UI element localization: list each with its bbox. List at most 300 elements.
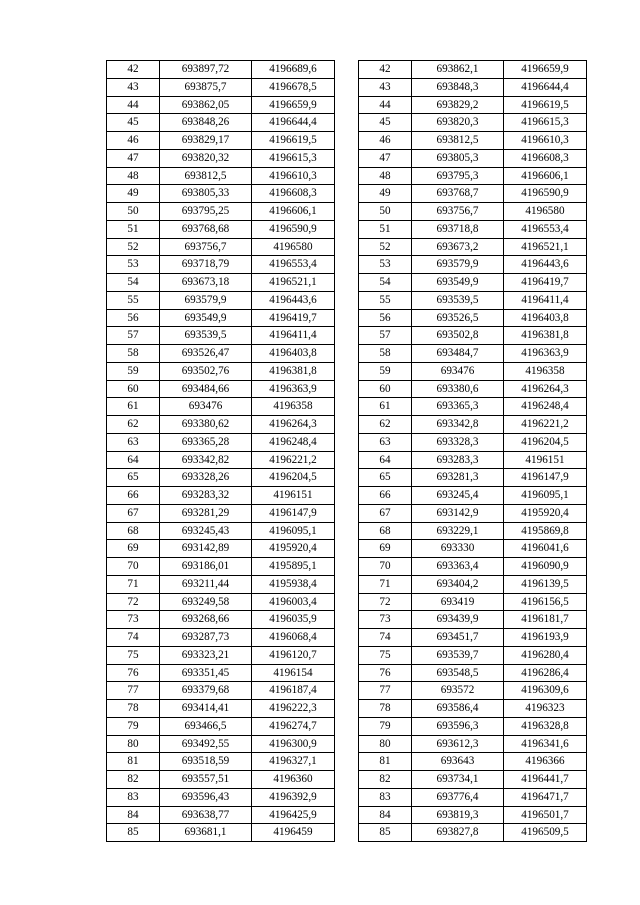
y-coordinate-cell: 4196619,5 bbox=[252, 132, 335, 150]
x-coordinate-cell: 693330 bbox=[412, 540, 504, 558]
table-row bbox=[359, 256, 587, 274]
x-coordinate-cell: 693579,9 bbox=[160, 291, 252, 309]
point-number-cell: 52 bbox=[107, 238, 160, 256]
table-row bbox=[359, 788, 587, 806]
y-coordinate-cell: 4196381,8 bbox=[504, 327, 587, 345]
table-row bbox=[359, 433, 587, 451]
x-coordinate-cell: 693365,28 bbox=[160, 433, 252, 451]
x-coordinate-cell: 693186,01 bbox=[160, 558, 252, 576]
x-coordinate-cell: 693323,21 bbox=[160, 646, 252, 664]
table-row bbox=[359, 203, 587, 221]
x-coordinate-cell: 693572 bbox=[412, 682, 504, 700]
table-row bbox=[107, 700, 335, 718]
x-coordinate-cell: 693365,3 bbox=[412, 398, 504, 416]
point-number-cell: 54 bbox=[107, 274, 160, 292]
y-coordinate-cell: 4196147,9 bbox=[504, 469, 587, 487]
y-coordinate-cell: 4196659,9 bbox=[252, 96, 335, 114]
x-coordinate-cell: 693328,3 bbox=[412, 433, 504, 451]
point-number-cell: 53 bbox=[107, 256, 160, 274]
table-row bbox=[107, 824, 335, 842]
point-number-cell: 70 bbox=[359, 558, 412, 576]
point-number-cell: 58 bbox=[107, 345, 160, 363]
table-row bbox=[107, 291, 335, 309]
x-coordinate-cell: 693414,41 bbox=[160, 700, 252, 718]
x-coordinate-cell: 693643 bbox=[412, 753, 504, 771]
table-row bbox=[107, 203, 335, 221]
point-number-cell: 71 bbox=[107, 575, 160, 593]
y-coordinate-cell: 4196274,7 bbox=[252, 717, 335, 735]
y-coordinate-cell: 4196441,7 bbox=[504, 771, 587, 789]
point-number-cell: 42 bbox=[107, 61, 160, 79]
point-number-cell: 66 bbox=[107, 487, 160, 505]
x-coordinate-cell: 693526,47 bbox=[160, 345, 252, 363]
x-coordinate-cell: 693795,25 bbox=[160, 203, 252, 221]
point-number-cell: 51 bbox=[359, 220, 412, 238]
point-number-cell: 51 bbox=[107, 220, 160, 238]
x-coordinate-cell: 693820,32 bbox=[160, 149, 252, 167]
coordinates-table-left-body bbox=[107, 61, 335, 842]
point-number-cell: 69 bbox=[107, 540, 160, 558]
y-coordinate-cell: 4196035,9 bbox=[252, 611, 335, 629]
table-row bbox=[107, 717, 335, 735]
y-coordinate-cell: 4196187,4 bbox=[252, 682, 335, 700]
y-coordinate-cell: 4196610,3 bbox=[504, 132, 587, 150]
table-row bbox=[359, 646, 587, 664]
table-row bbox=[359, 469, 587, 487]
table-row bbox=[359, 238, 587, 256]
table-row bbox=[107, 398, 335, 416]
y-coordinate-cell: 4196678,5 bbox=[252, 78, 335, 96]
table-row bbox=[359, 629, 587, 647]
table-row bbox=[107, 114, 335, 132]
y-coordinate-cell: 4196590,9 bbox=[252, 220, 335, 238]
x-coordinate-cell: 693862,05 bbox=[160, 96, 252, 114]
point-number-cell: 76 bbox=[359, 664, 412, 682]
x-coordinate-cell: 693673,18 bbox=[160, 274, 252, 292]
table-row bbox=[359, 220, 587, 238]
x-coordinate-cell: 693579,9 bbox=[412, 256, 504, 274]
table-row bbox=[359, 664, 587, 682]
table-row bbox=[359, 771, 587, 789]
point-number-cell: 79 bbox=[107, 717, 160, 735]
y-coordinate-cell: 4196068,4 bbox=[252, 629, 335, 647]
x-coordinate-cell: 693862,1 bbox=[412, 61, 504, 79]
table-row bbox=[359, 291, 587, 309]
table-row bbox=[359, 593, 587, 611]
x-coordinate-cell: 693351,45 bbox=[160, 664, 252, 682]
point-number-cell: 50 bbox=[359, 203, 412, 221]
point-number-cell: 67 bbox=[359, 504, 412, 522]
table-row bbox=[359, 575, 587, 593]
table-row bbox=[359, 558, 587, 576]
y-coordinate-cell: 4196193,9 bbox=[504, 629, 587, 647]
table-row bbox=[359, 149, 587, 167]
point-number-cell: 56 bbox=[359, 309, 412, 327]
point-number-cell: 62 bbox=[107, 416, 160, 434]
x-coordinate-cell: 693492,55 bbox=[160, 735, 252, 753]
y-coordinate-cell: 4196363,9 bbox=[504, 345, 587, 363]
y-coordinate-cell: 4196221,2 bbox=[252, 451, 335, 469]
x-coordinate-cell: 693245,4 bbox=[412, 487, 504, 505]
table-row bbox=[107, 61, 335, 79]
table-row bbox=[107, 327, 335, 345]
table-row bbox=[359, 682, 587, 700]
x-coordinate-cell: 693539,7 bbox=[412, 646, 504, 664]
table-row bbox=[107, 274, 335, 292]
point-number-cell: 67 bbox=[107, 504, 160, 522]
table-row bbox=[107, 149, 335, 167]
x-coordinate-cell: 693557,51 bbox=[160, 771, 252, 789]
point-number-cell: 85 bbox=[107, 824, 160, 842]
point-number-cell: 56 bbox=[107, 309, 160, 327]
point-number-cell: 84 bbox=[359, 806, 412, 824]
x-coordinate-cell: 693283,3 bbox=[412, 451, 504, 469]
y-coordinate-cell: 4196363,9 bbox=[252, 380, 335, 398]
x-coordinate-cell: 693229,1 bbox=[412, 522, 504, 540]
coordinates-table-right-body bbox=[359, 61, 587, 842]
y-coordinate-cell: 4196606,1 bbox=[252, 203, 335, 221]
y-coordinate-cell: 4196147,9 bbox=[252, 504, 335, 522]
table-row bbox=[359, 487, 587, 505]
point-number-cell: 46 bbox=[107, 132, 160, 150]
x-coordinate-cell: 693466,5 bbox=[160, 717, 252, 735]
point-number-cell: 47 bbox=[359, 149, 412, 167]
point-number-cell: 64 bbox=[359, 451, 412, 469]
x-coordinate-cell: 693484,7 bbox=[412, 345, 504, 363]
point-number-cell: 79 bbox=[359, 717, 412, 735]
table-row bbox=[107, 735, 335, 753]
x-coordinate-cell: 693768,7 bbox=[412, 185, 504, 203]
table-row bbox=[359, 185, 587, 203]
point-number-cell: 45 bbox=[107, 114, 160, 132]
y-coordinate-cell: 4196553,4 bbox=[504, 220, 587, 238]
x-coordinate-cell: 693502,8 bbox=[412, 327, 504, 345]
y-coordinate-cell: 4195920,4 bbox=[504, 504, 587, 522]
point-number-cell: 54 bbox=[359, 274, 412, 292]
table-row bbox=[107, 487, 335, 505]
table-row bbox=[107, 220, 335, 238]
point-number-cell: 44 bbox=[359, 96, 412, 114]
x-coordinate-cell: 693829,2 bbox=[412, 96, 504, 114]
x-coordinate-cell: 693805,33 bbox=[160, 185, 252, 203]
y-coordinate-cell: 4196204,5 bbox=[504, 433, 587, 451]
point-number-cell: 55 bbox=[359, 291, 412, 309]
table-row bbox=[107, 664, 335, 682]
y-coordinate-cell: 4196644,4 bbox=[252, 114, 335, 132]
point-number-cell: 43 bbox=[107, 78, 160, 96]
y-coordinate-cell: 4196204,5 bbox=[252, 469, 335, 487]
table-row bbox=[107, 451, 335, 469]
x-coordinate-cell: 693756,7 bbox=[412, 203, 504, 221]
x-coordinate-cell: 693476 bbox=[160, 398, 252, 416]
table-row bbox=[107, 78, 335, 96]
y-coordinate-cell: 4196095,1 bbox=[252, 522, 335, 540]
coordinates-table-left bbox=[106, 60, 335, 842]
table-row bbox=[359, 700, 587, 718]
x-coordinate-cell: 693518,59 bbox=[160, 753, 252, 771]
point-number-cell: 83 bbox=[107, 788, 160, 806]
x-coordinate-cell: 693281,29 bbox=[160, 504, 252, 522]
x-coordinate-cell: 693875,7 bbox=[160, 78, 252, 96]
point-number-cell: 57 bbox=[359, 327, 412, 345]
y-coordinate-cell: 4196264,3 bbox=[252, 416, 335, 434]
x-coordinate-cell: 693820,3 bbox=[412, 114, 504, 132]
x-coordinate-cell: 693734,1 bbox=[412, 771, 504, 789]
x-coordinate-cell: 693681,1 bbox=[160, 824, 252, 842]
table-row bbox=[359, 824, 587, 842]
y-coordinate-cell: 4195895,1 bbox=[252, 558, 335, 576]
point-number-cell: 81 bbox=[107, 753, 160, 771]
y-coordinate-cell: 4196381,8 bbox=[252, 362, 335, 380]
table-row bbox=[359, 114, 587, 132]
point-number-cell: 48 bbox=[359, 167, 412, 185]
table-row bbox=[107, 806, 335, 824]
table-row bbox=[107, 433, 335, 451]
y-coordinate-cell: 4196459 bbox=[252, 824, 335, 842]
table-row bbox=[359, 806, 587, 824]
point-number-cell: 77 bbox=[107, 682, 160, 700]
point-number-cell: 74 bbox=[359, 629, 412, 647]
y-coordinate-cell: 4196403,8 bbox=[504, 309, 587, 327]
table-row bbox=[107, 132, 335, 150]
y-coordinate-cell: 4196221,2 bbox=[504, 416, 587, 434]
x-coordinate-cell: 693795,3 bbox=[412, 167, 504, 185]
point-number-cell: 64 bbox=[107, 451, 160, 469]
x-coordinate-cell: 693245,43 bbox=[160, 522, 252, 540]
table-row bbox=[107, 345, 335, 363]
x-coordinate-cell: 693805,3 bbox=[412, 149, 504, 167]
x-coordinate-cell: 693549,9 bbox=[160, 309, 252, 327]
y-coordinate-cell: 4196139,5 bbox=[504, 575, 587, 593]
x-coordinate-cell: 693848,26 bbox=[160, 114, 252, 132]
point-number-cell: 69 bbox=[359, 540, 412, 558]
y-coordinate-cell: 4196419,7 bbox=[252, 309, 335, 327]
table-row bbox=[107, 469, 335, 487]
point-number-cell: 72 bbox=[359, 593, 412, 611]
x-coordinate-cell: 693612,3 bbox=[412, 735, 504, 753]
y-coordinate-cell: 4196608,3 bbox=[252, 185, 335, 203]
table-row bbox=[107, 309, 335, 327]
x-coordinate-cell: 693897,72 bbox=[160, 61, 252, 79]
x-coordinate-cell: 693439,9 bbox=[412, 611, 504, 629]
y-coordinate-cell: 4196615,3 bbox=[504, 114, 587, 132]
point-number-cell: 44 bbox=[107, 96, 160, 114]
x-coordinate-cell: 693596,3 bbox=[412, 717, 504, 735]
y-coordinate-cell: 4196689,6 bbox=[252, 61, 335, 79]
point-number-cell: 75 bbox=[107, 646, 160, 664]
x-coordinate-cell: 693756,7 bbox=[160, 238, 252, 256]
point-number-cell: 43 bbox=[359, 78, 412, 96]
x-coordinate-cell: 693379,68 bbox=[160, 682, 252, 700]
x-coordinate-cell: 693287,73 bbox=[160, 629, 252, 647]
table-row bbox=[359, 274, 587, 292]
point-number-cell: 45 bbox=[359, 114, 412, 132]
y-coordinate-cell: 4196392,9 bbox=[252, 788, 335, 806]
x-coordinate-cell: 693380,62 bbox=[160, 416, 252, 434]
point-number-cell: 53 bbox=[359, 256, 412, 274]
point-number-cell: 62 bbox=[359, 416, 412, 434]
table-row bbox=[107, 256, 335, 274]
point-number-cell: 55 bbox=[107, 291, 160, 309]
point-number-cell: 60 bbox=[107, 380, 160, 398]
point-number-cell: 58 bbox=[359, 345, 412, 363]
y-coordinate-cell: 4195920,4 bbox=[252, 540, 335, 558]
table-row bbox=[359, 327, 587, 345]
coordinates-table-right bbox=[358, 60, 587, 842]
y-coordinate-cell: 4196443,6 bbox=[504, 256, 587, 274]
table-row bbox=[107, 646, 335, 664]
x-coordinate-cell: 693342,8 bbox=[412, 416, 504, 434]
x-coordinate-cell: 693776,4 bbox=[412, 788, 504, 806]
x-coordinate-cell: 693539,5 bbox=[160, 327, 252, 345]
y-coordinate-cell: 4196181,7 bbox=[504, 611, 587, 629]
point-number-cell: 70 bbox=[107, 558, 160, 576]
point-number-cell: 52 bbox=[359, 238, 412, 256]
table-row bbox=[107, 522, 335, 540]
y-coordinate-cell: 4196327,1 bbox=[252, 753, 335, 771]
y-coordinate-cell: 4196120,7 bbox=[252, 646, 335, 664]
x-coordinate-cell: 693812,5 bbox=[160, 167, 252, 185]
point-number-cell: 76 bbox=[107, 664, 160, 682]
point-number-cell: 78 bbox=[107, 700, 160, 718]
point-number-cell: 59 bbox=[359, 362, 412, 380]
point-number-cell: 66 bbox=[359, 487, 412, 505]
point-number-cell: 78 bbox=[359, 700, 412, 718]
point-number-cell: 63 bbox=[107, 433, 160, 451]
y-coordinate-cell: 4196090,9 bbox=[504, 558, 587, 576]
y-coordinate-cell: 4196608,3 bbox=[504, 149, 587, 167]
table-row bbox=[107, 540, 335, 558]
y-coordinate-cell: 4196425,9 bbox=[252, 806, 335, 824]
x-coordinate-cell: 693638,77 bbox=[160, 806, 252, 824]
table-row bbox=[107, 167, 335, 185]
y-coordinate-cell: 4196411,4 bbox=[504, 291, 587, 309]
x-coordinate-cell: 693596,43 bbox=[160, 788, 252, 806]
table-row bbox=[359, 753, 587, 771]
table-row bbox=[359, 540, 587, 558]
y-coordinate-cell: 4196323 bbox=[504, 700, 587, 718]
y-coordinate-cell: 4196411,4 bbox=[252, 327, 335, 345]
y-coordinate-cell: 4196156,5 bbox=[504, 593, 587, 611]
x-coordinate-cell: 693526,5 bbox=[412, 309, 504, 327]
table-row bbox=[359, 504, 587, 522]
y-coordinate-cell: 4196286,4 bbox=[504, 664, 587, 682]
y-coordinate-cell: 4196248,4 bbox=[504, 398, 587, 416]
table-row bbox=[107, 753, 335, 771]
y-coordinate-cell: 4196248,4 bbox=[252, 433, 335, 451]
y-coordinate-cell: 4196615,3 bbox=[252, 149, 335, 167]
x-coordinate-cell: 693718,79 bbox=[160, 256, 252, 274]
x-coordinate-cell: 693404,2 bbox=[412, 575, 504, 593]
point-number-cell: 68 bbox=[359, 522, 412, 540]
point-number-cell: 75 bbox=[359, 646, 412, 664]
y-coordinate-cell: 4196659,9 bbox=[504, 61, 587, 79]
point-number-cell: 71 bbox=[359, 575, 412, 593]
x-coordinate-cell: 693142,9 bbox=[412, 504, 504, 522]
x-coordinate-cell: 693268,66 bbox=[160, 611, 252, 629]
y-coordinate-cell: 4196521,1 bbox=[504, 238, 587, 256]
y-coordinate-cell: 4196151 bbox=[504, 451, 587, 469]
y-coordinate-cell: 4196501,7 bbox=[504, 806, 587, 824]
table-row bbox=[359, 167, 587, 185]
y-coordinate-cell: 4196644,4 bbox=[504, 78, 587, 96]
x-coordinate-cell: 693827,8 bbox=[412, 824, 504, 842]
y-coordinate-cell: 4196341,6 bbox=[504, 735, 587, 753]
point-number-cell: 82 bbox=[359, 771, 412, 789]
x-coordinate-cell: 693283,32 bbox=[160, 487, 252, 505]
table-row bbox=[359, 416, 587, 434]
point-number-cell: 50 bbox=[107, 203, 160, 221]
point-number-cell: 80 bbox=[359, 735, 412, 753]
table-row bbox=[107, 682, 335, 700]
point-number-cell: 77 bbox=[359, 682, 412, 700]
x-coordinate-cell: 693484,66 bbox=[160, 380, 252, 398]
table-row bbox=[107, 504, 335, 522]
point-number-cell: 74 bbox=[107, 629, 160, 647]
x-coordinate-cell: 693549,9 bbox=[412, 274, 504, 292]
table-row bbox=[107, 593, 335, 611]
y-coordinate-cell: 4196580 bbox=[504, 203, 587, 221]
point-number-cell: 61 bbox=[107, 398, 160, 416]
x-coordinate-cell: 693848,3 bbox=[412, 78, 504, 96]
point-number-cell: 82 bbox=[107, 771, 160, 789]
point-number-cell: 84 bbox=[107, 806, 160, 824]
y-coordinate-cell: 4196264,3 bbox=[504, 380, 587, 398]
x-coordinate-cell: 693328,26 bbox=[160, 469, 252, 487]
point-number-cell: 73 bbox=[107, 611, 160, 629]
x-coordinate-cell: 693281,3 bbox=[412, 469, 504, 487]
table-row bbox=[107, 416, 335, 434]
y-coordinate-cell: 4196041,6 bbox=[504, 540, 587, 558]
point-number-cell: 57 bbox=[107, 327, 160, 345]
table-row bbox=[107, 575, 335, 593]
y-coordinate-cell: 4196471,7 bbox=[504, 788, 587, 806]
x-coordinate-cell: 693363,4 bbox=[412, 558, 504, 576]
y-coordinate-cell: 4196095,1 bbox=[504, 487, 587, 505]
point-number-cell: 72 bbox=[107, 593, 160, 611]
point-number-cell: 42 bbox=[359, 61, 412, 79]
point-number-cell: 80 bbox=[107, 735, 160, 753]
y-coordinate-cell: 4196366 bbox=[504, 753, 587, 771]
point-number-cell: 65 bbox=[107, 469, 160, 487]
point-number-cell: 59 bbox=[107, 362, 160, 380]
x-coordinate-cell: 693342,82 bbox=[160, 451, 252, 469]
y-coordinate-cell: 4196580 bbox=[252, 238, 335, 256]
x-coordinate-cell: 693812,5 bbox=[412, 132, 504, 150]
x-coordinate-cell: 693142,89 bbox=[160, 540, 252, 558]
point-number-cell: 47 bbox=[107, 149, 160, 167]
point-number-cell: 83 bbox=[359, 788, 412, 806]
y-coordinate-cell: 4196606,1 bbox=[504, 167, 587, 185]
y-coordinate-cell: 4196328,8 bbox=[504, 717, 587, 735]
point-number-cell: 60 bbox=[359, 380, 412, 398]
y-coordinate-cell: 4195869,8 bbox=[504, 522, 587, 540]
x-coordinate-cell: 693829,17 bbox=[160, 132, 252, 150]
table-row bbox=[107, 558, 335, 576]
y-coordinate-cell: 4196358 bbox=[504, 362, 587, 380]
table-row bbox=[359, 398, 587, 416]
table-row bbox=[359, 309, 587, 327]
table-row bbox=[359, 78, 587, 96]
x-coordinate-cell: 693502,76 bbox=[160, 362, 252, 380]
table-row bbox=[107, 185, 335, 203]
point-number-cell: 65 bbox=[359, 469, 412, 487]
point-number-cell: 49 bbox=[107, 185, 160, 203]
y-coordinate-cell: 4195938,4 bbox=[252, 575, 335, 593]
table-row bbox=[359, 522, 587, 540]
table-row bbox=[107, 238, 335, 256]
y-coordinate-cell: 4196419,7 bbox=[504, 274, 587, 292]
